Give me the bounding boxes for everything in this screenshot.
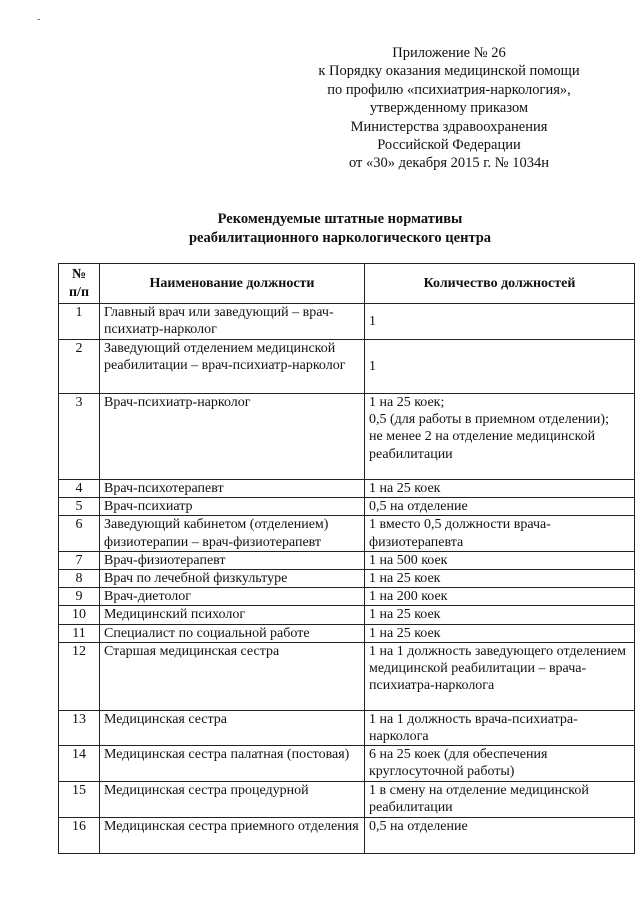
row-position: Медицинская сестра процедурной [100, 782, 365, 817]
header-number-line2: п/п [68, 284, 90, 300]
row-number: 9 [59, 588, 100, 606]
row-number: 3 [59, 394, 100, 480]
table-row [59, 642, 635, 710]
header-number [59, 264, 100, 304]
row-position: Врач-физиотерапевт [100, 551, 365, 569]
row-position: Медицинская сестра [100, 710, 365, 745]
row-number: 1 [59, 304, 100, 340]
row-number: 7 [59, 551, 100, 569]
row-number: 4 [59, 480, 100, 498]
corner-mark: - [37, 14, 41, 25]
appendix-line: по профилю «психиатрия-наркология», [327, 81, 571, 98]
table-row [59, 551, 635, 569]
row-position: Медицинский психолог [100, 606, 365, 624]
row-position: Врач-психиатр-нарколог [100, 394, 365, 480]
table-header-row [59, 264, 635, 304]
row-count: 1 [365, 340, 635, 394]
row-position: Врач-психиатр [100, 498, 365, 516]
table-row [59, 624, 635, 642]
table-row [59, 340, 635, 394]
table-row [59, 746, 635, 782]
row-position: Главный врач или заведующий – врач-психиатр-нарколог [100, 304, 365, 340]
appendix-line: от «30» декабря 2015 г. № 1034н [348, 155, 550, 172]
row-number: 16 [59, 817, 100, 853]
table-row [59, 588, 635, 606]
row-count: 1 на 1 должность заведующего отделением медицинской реабилитации – врача-психиатра-нарколога [365, 642, 635, 710]
row-count: 1 на 25 коек; 0,5 (для работы в приемном отделении); не менее 2 на отделение медицинской реабилитации [365, 394, 635, 480]
row-number: 5 [59, 498, 100, 516]
row-count: 1 на 500 коек [365, 551, 635, 569]
table-row [59, 782, 635, 817]
row-count: 1 на 25 коек [365, 624, 635, 642]
row-count: 1 на 25 коек [365, 606, 635, 624]
row-number: 15 [59, 782, 100, 817]
header-count: Количество должностей [365, 264, 635, 304]
row-position: Заведующий отделением медицинской реабилитации – врач-психиатр-нарколог [100, 340, 365, 394]
row-number: 6 [59, 516, 100, 551]
row-count: 1 на 1 должность врача-психиатра-нарколога [365, 710, 635, 745]
row-count: 0,5 на отделение [365, 498, 635, 516]
row-number: 10 [59, 606, 100, 624]
row-position: Врач-психотерапевт [100, 480, 365, 498]
table-row [59, 570, 635, 588]
table-body [59, 304, 635, 854]
title-line: реабилитационного наркологического центра [188, 229, 492, 246]
header-number-line1: № [71, 267, 87, 283]
row-position: Медицинская сестра приемного отделения [100, 817, 365, 853]
appendix-line: утвержденному приказом [369, 100, 529, 117]
row-count: 1 [365, 304, 635, 340]
table-row [59, 817, 635, 853]
table-row [59, 304, 635, 340]
appendix-line: к Порядку оказания медицинской помощи [318, 63, 580, 80]
table-row [59, 498, 635, 516]
row-position: Врач-диетолог [100, 588, 365, 606]
row-count: 1 вместо 0,5 должности врача-физиотерапевта [365, 516, 635, 551]
table-row [59, 710, 635, 745]
row-position: Старшая медицинская сестра [100, 642, 365, 710]
row-position: Врач по лечебной физкультуре [100, 570, 365, 588]
row-count: 1 на 200 коек [365, 588, 635, 606]
row-number: 11 [59, 624, 100, 642]
row-number: 8 [59, 570, 100, 588]
title-line: Рекомендуемые штатные нормативы [217, 211, 463, 227]
row-number: 14 [59, 746, 100, 782]
table-row [59, 606, 635, 624]
header-position: Наименование должности [100, 264, 365, 304]
row-count: 0,5 на отделение [365, 817, 635, 853]
staffing-table [58, 263, 635, 854]
row-count: 1 на 25 коек [365, 480, 635, 498]
row-position: Медицинская сестра палатная (постовая) [100, 746, 365, 782]
appendix-line: Министерства здравоохранения [350, 118, 548, 135]
table-row [59, 394, 635, 480]
table-row [59, 480, 635, 498]
row-number: 13 [59, 710, 100, 745]
row-number: 12 [59, 642, 100, 710]
table-row [59, 516, 635, 551]
appendix-line: Приложение № 26 [392, 45, 506, 61]
row-count: 1 на 25 коек [365, 570, 635, 588]
appendix-header [290, 44, 608, 173]
appendix-line: Российской Федерации [377, 137, 521, 154]
row-position: Специалист по социальной работе [100, 624, 365, 642]
row-number: 2 [59, 340, 100, 394]
row-position: Заведующий кабинетом (отделением) физиотерапии – врач-физиотерапевт [100, 516, 365, 551]
row-count: 1 в смену на отделение медицинской реабилитации [365, 782, 635, 817]
row-count: 6 на 25 коек (для обеспечения круглосуточной работы) [365, 746, 635, 782]
document-title [60, 210, 620, 247]
